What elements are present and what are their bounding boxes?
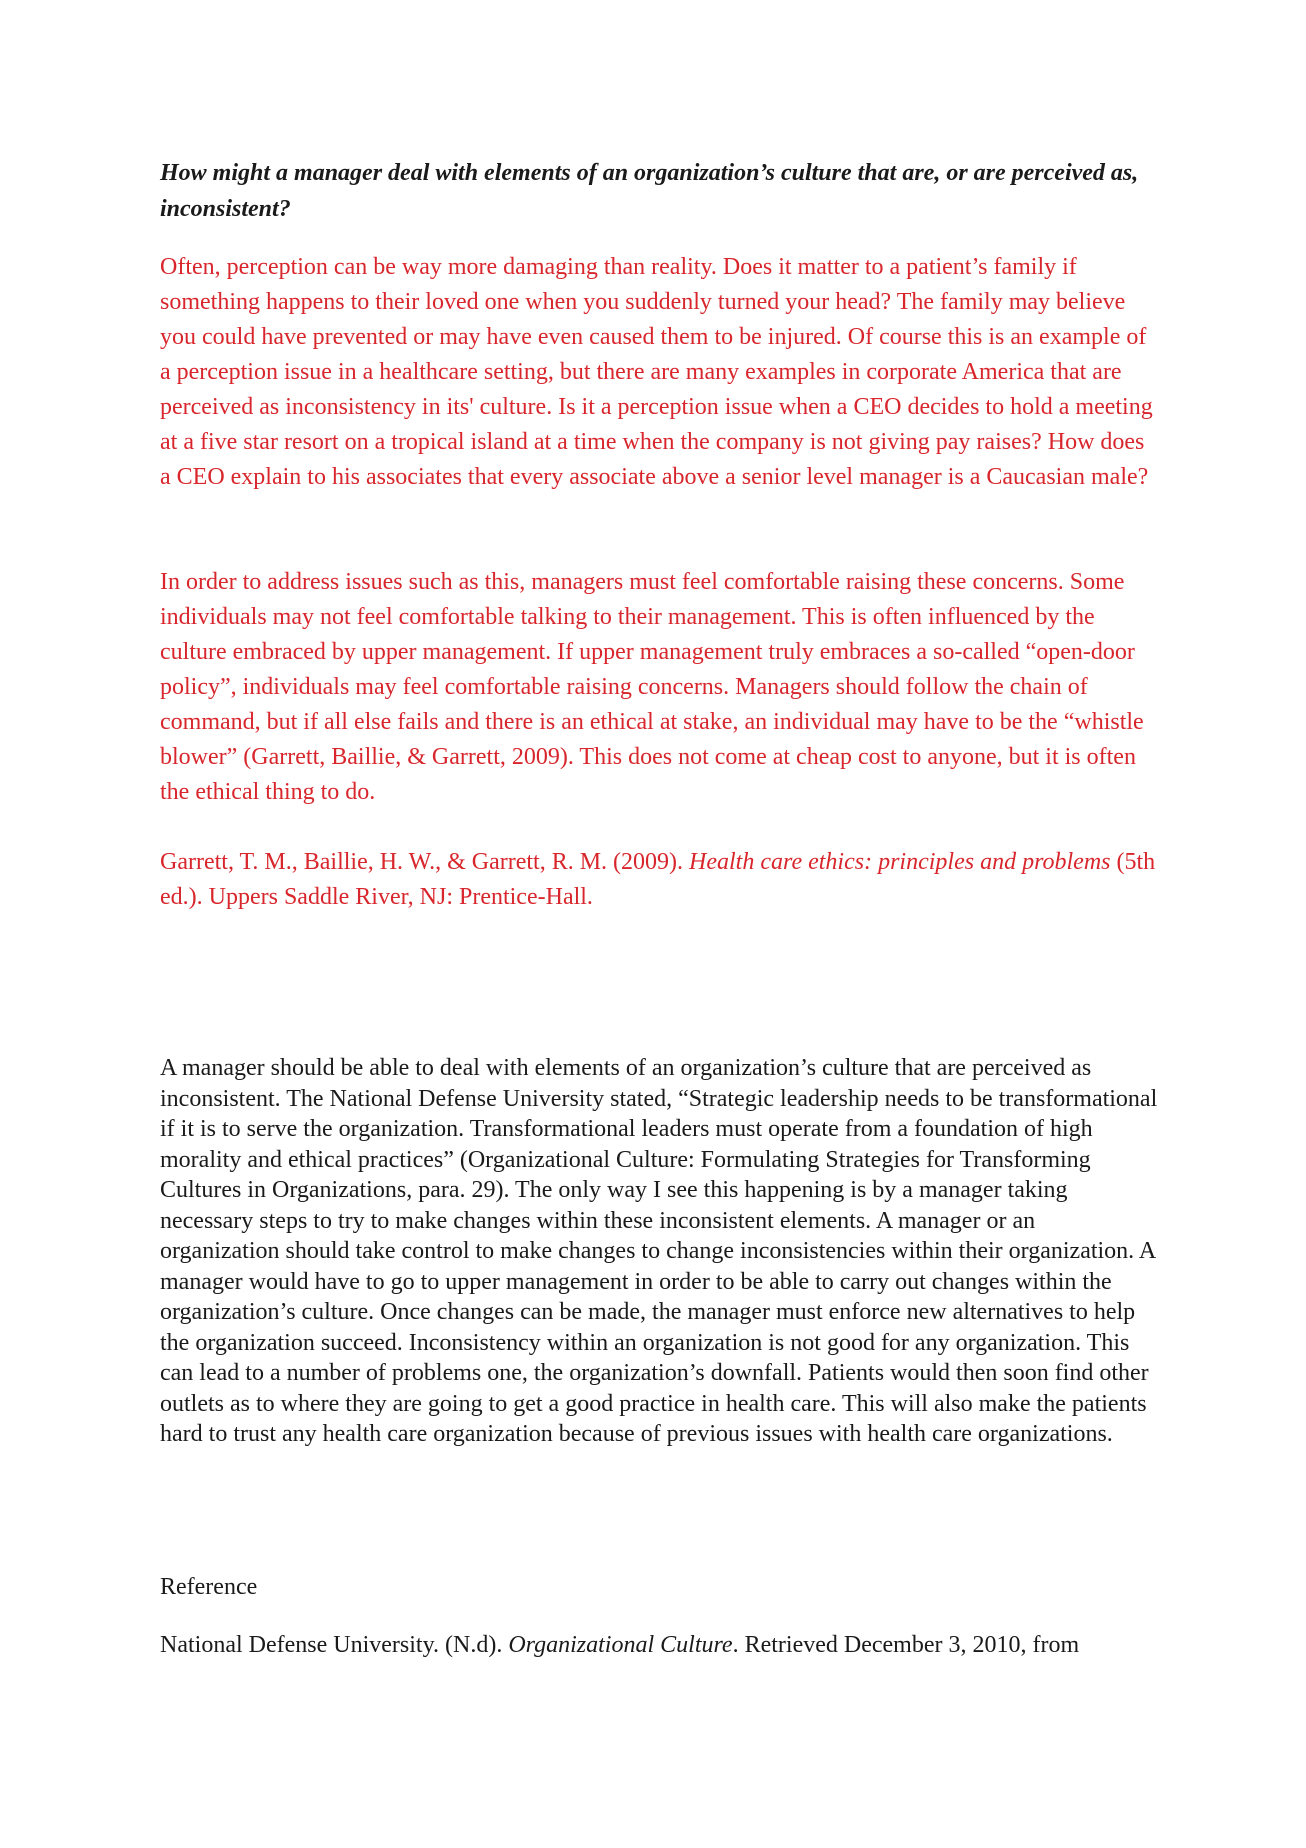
red-paragraph-1: Often, perception can be way more damaging than reality. Does it matter to a patient’s family if something happens to their loved one when you suddenly turned your head? The family may believe you could have prevented or may have even caused them to be injured. Of course this is an example of a perception issue in a healthcare setting, but there are many examples in corporate America that are perceived as inconsistency in its' culture. Is it a perception issue when a CEO decides to hold a meeting at a five star resort on a tropical island at a time when the company is not giving pay raises? How does a CEO explain to his associates that every associate above a senior level manager is a Caucasian male?	[160, 254, 1153, 490]
reference-heading: Reference	[160, 1574, 258, 1600]
red-reference	[160, 845, 1160, 915]
reference-entry-rest: . Retrieved December 3, 2010, from	[732, 1632, 1080, 1658]
reference-entry-title: Organizational Culture	[508, 1632, 733, 1658]
black-paragraph: A manager should be able to deal with elements of an organization’s culture that are perceived as inconsistent. The National Defense University stated, “Strategic leadership needs to be transformational if it is to serve the organization. Transformational leaders must operate from a foundation of high morality and ethical practices” (Organizational Culture: Formulating Strategies for Transforming Cultures in Organizations, para. 29). The only way I see this happening is by a manager taking necessary steps to try to make changes within these inconsistent elements. A manager or an organization should take control to make changes to change inconsistencies within their organization. A manager would have to go to upper management in order to be able to carry out changes within the organization’s culture. Once changes can be made, the manager must enforce new alternatives to help the organization succeed. Inconsistency within an organization is not good for any organization. This can lead to a number of problems one, the organization’s downfall. Patients would then soon find other outlets as to where they are going to get a good practice in health care. This will also make the patients hard to trust any health care organization because of previous issues with health care organizations.	[160, 1055, 1158, 1447]
red-reference-rest: (5th ed.). Uppers Saddle River, NJ: Prentice-Hall.	[160, 849, 1156, 910]
question-heading: How might a manager deal with elements of an organization’s culture that are, or are perceived as, inconsistent?	[160, 160, 1139, 222]
red-paragraph-2: In order to address issues such as this, managers must feel comfortable raising these concerns. Some individuals may not feel comfortable talking to their management. This is often influenced by the culture embraced by upper management. If upper management truly embraces a so-called “open-door policy”, individuals may feel comfortable raising concerns. Managers should follow the chain of command, but if all else fails and there is an ethical at stake, an individual may have to be the “whistle blower” (Garrett, Baillie, & Garrett, 2009). This does not come at cheap cost to anyone, but it is often the ethical thing to do.	[160, 569, 1144, 805]
red-reference-authors: Garrett, T. M., Baillie, H. W., & Garrett, R. M. (2009).	[160, 849, 690, 875]
reference-entry	[160, 1630, 1160, 1660]
reference-entry-author: National Defense University. (N.d).	[160, 1632, 509, 1658]
red-reference-title: Health care ethics: principles and problems	[689, 849, 1111, 875]
